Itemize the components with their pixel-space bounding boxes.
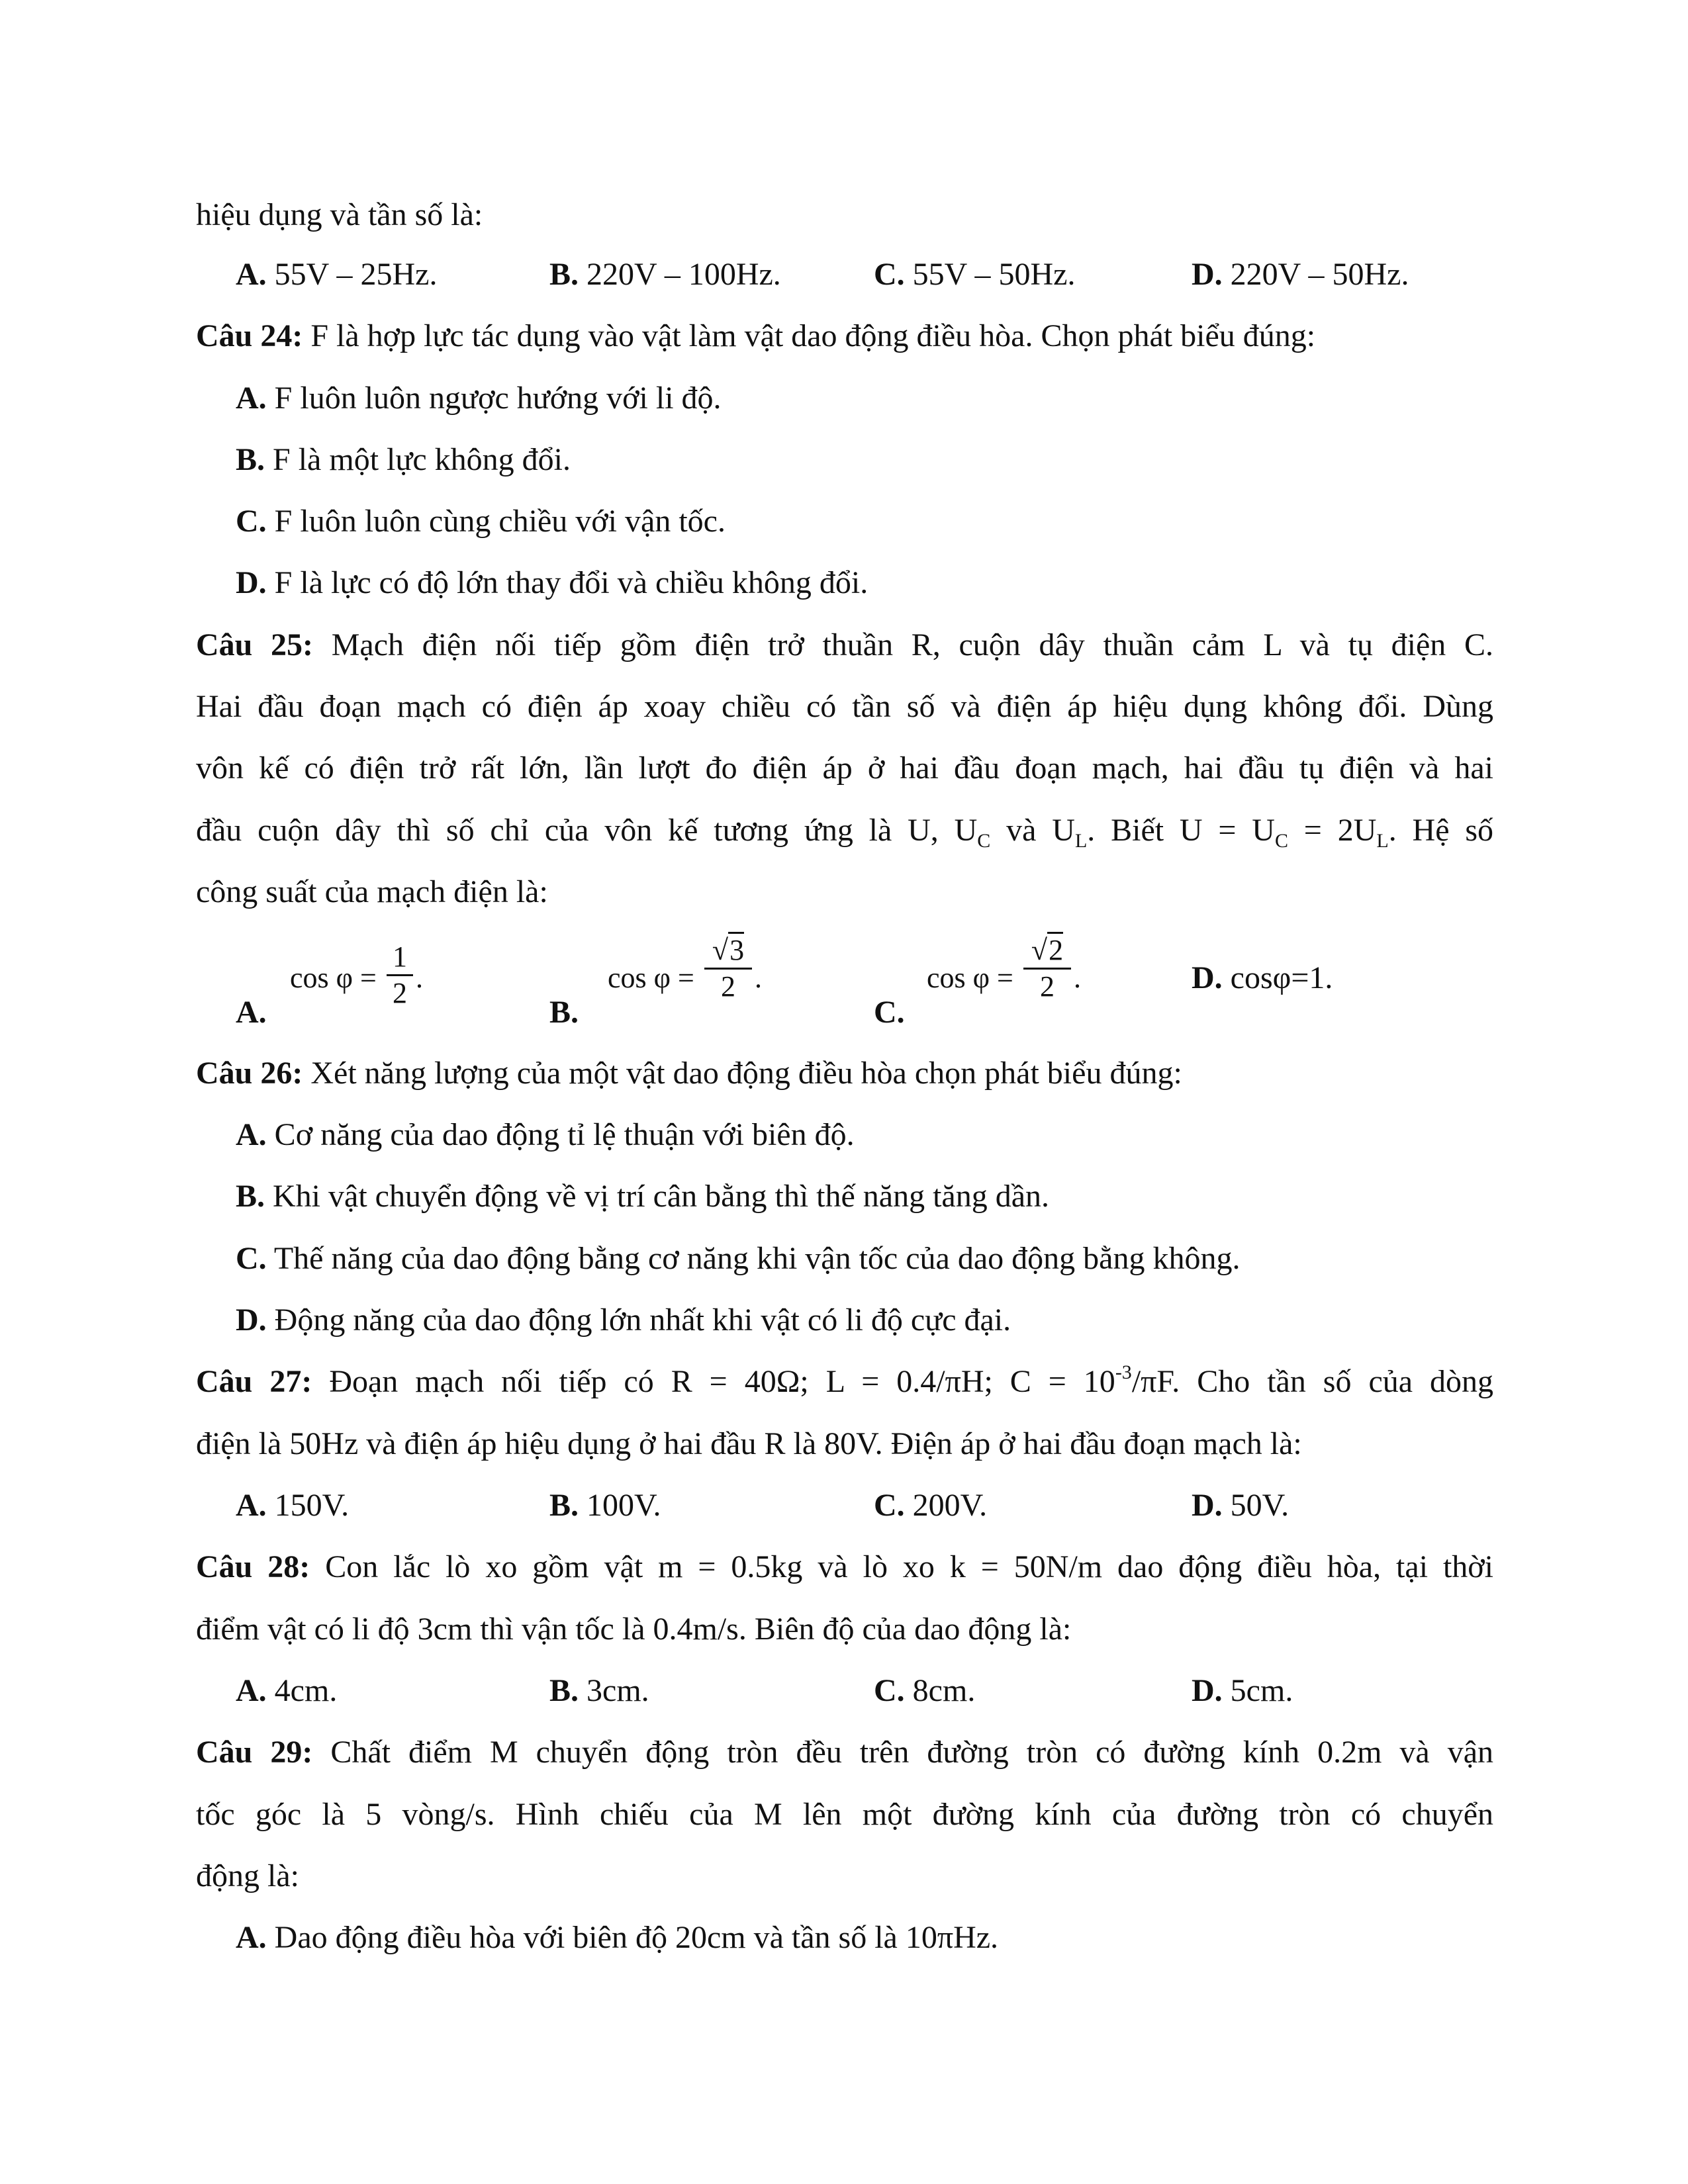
q25-option-d: D. cosφ=1. <box>1192 960 1333 995</box>
q26-option-a: A. Cơ năng của dao động tỉ lệ thuận với biên độ. <box>236 1117 855 1152</box>
q25-option-a-fraction: 1 2 <box>387 940 413 1011</box>
q25-option-b-expr: cos φ = <box>608 962 694 994</box>
q25-stem-line5: công suất của mạch điện là: <box>196 874 548 909</box>
q29-option-a: A. Dao động điều hòa với biên độ 20cm và tần số là 10πHz. <box>236 1920 999 1955</box>
q26-stem: Câu 26: Xét năng lượng của một vật dao động điều hòa chọn phát biểu đúng: <box>196 1056 1182 1091</box>
q28-option-c: C. 8cm. <box>874 1673 976 1708</box>
q25-option-b-fraction: √3 2 <box>704 933 752 1004</box>
q25-option-b-letter: B. <box>549 995 579 1030</box>
q25-stem-line4: đầu cuộn dây thì số chỉ của vôn kế tương ứng là U, $U_C$ và $U_L$. Biết $U = U_C = 2U_L$. Hệ số <box>196 813 1494 852</box>
q25-option-b-end: . <box>755 962 762 994</box>
q25-option-a-expr: cos φ = <box>290 962 377 994</box>
q27-stem-line2: điện là 50Hz và điện áp hiệu dụng ở hai đầu R là 80V. Điện áp ở hai đầu đoạn mạch là: <box>196 1426 1302 1461</box>
q25-option-c-end: . <box>1074 962 1081 994</box>
q28-option-a: A. 4cm. <box>236 1673 338 1708</box>
q25-stem-line3: vôn kế có điện trở rất lớn, lần lượt đo điện áp ở hai đầu đoạn mạch, hai đầu tụ điện và hai <box>196 751 1493 786</box>
q25-option-a-letter: A. <box>236 995 267 1030</box>
q23-option-a: A. 55V – 25Hz. <box>236 257 438 292</box>
q29-stem-line2: tốc góc là 5 vòng/s. Hình chiếu của M lên một đường kính của đường tròn có chuyển <box>196 1797 1493 1832</box>
q28-option-b: B. 3cm. <box>549 1673 649 1708</box>
q23-option-b: B. 220V – 100Hz. <box>549 257 781 292</box>
intro-line: hiệu dụng và tần số là: <box>196 197 483 232</box>
q29-stem-line3: động là: <box>196 1858 299 1893</box>
q25-option-a-end: . <box>416 962 423 994</box>
q25-stem-line2: Hai đầu đoạn mạch có điện áp xoay chiều có tần số và điện áp hiệu dụng không đổi. Dùng <box>196 689 1493 724</box>
q23-option-d: D. 220V – 50Hz. <box>1192 257 1409 292</box>
q23-option-c: C. 55V – 50Hz. <box>874 257 1076 292</box>
q25-option-c-letter: C. <box>874 995 905 1030</box>
q27-option-a: A. 150V. <box>236 1488 350 1523</box>
q26-option-d: D. Động năng của dao động lớn nhất khi vật có li độ cực đại. <box>236 1302 1011 1338</box>
q24-stem: Câu 24: F là hợp lực tác dụng vào vật làm vật dao động điều hòa. Chọn phát biểu đúng: <box>196 318 1316 353</box>
q27-option-d: D. 50V. <box>1192 1488 1289 1523</box>
q24-option-d: D. F là lực có độ lớn thay đổi và chiều không đổi. <box>236 565 868 600</box>
q25-option-c-fraction: √2 2 <box>1023 933 1071 1004</box>
q29-stem-line1: Câu 29: Chất điểm M chuyển động tròn đều trên đường tròn có đường kính 0.2m và vận <box>196 1735 1494 1770</box>
q28-stem-line1: Câu 28: Con lắc lò xo gồm vật m = 0.5kg và lò xo k = 50N/m dao động điều hòa, tại thời <box>196 1549 1494 1584</box>
q24-option-c: C. F luôn luôn cùng chiều với vận tốc. <box>236 504 726 539</box>
q26-option-b: B. Khi vật chuyển động về vị trí cân bằng thì thế năng tăng dần. <box>236 1179 1050 1214</box>
q24-option-a: A. F luôn luôn ngược hướng với li độ. <box>236 381 722 416</box>
q28-stem-line2: điểm vật có li độ 3cm thì vận tốc là 0.4m/s. Biên độ của dao động là: <box>196 1612 1072 1647</box>
q25-option-c-expr: cos φ = <box>927 962 1013 994</box>
q27-option-b: B. 100V. <box>549 1488 661 1523</box>
q28-option-d: D. 5cm. <box>1192 1673 1293 1708</box>
q27-option-c: C. 200V. <box>874 1488 988 1523</box>
q24-option-b: B. F là một lực không đổi. <box>236 442 571 477</box>
q26-option-c: C. Thế năng của dao động bằng cơ năng khi vận tốc của dao động bằng không. <box>236 1241 1241 1276</box>
q25-stem-line1: Câu 25: Mạch điện nối tiếp gồm điện trở thuần R, cuộn dây thuần cảm L và tụ điện C. <box>196 627 1494 662</box>
q27-stem-line1: Câu 27: Đoạn mạch nối tiếp có R = 40Ω; L = 0.4/πH; $C = 10^{-3}/\pi F$. Cho tần số của dòng <box>196 1361 1494 1399</box>
